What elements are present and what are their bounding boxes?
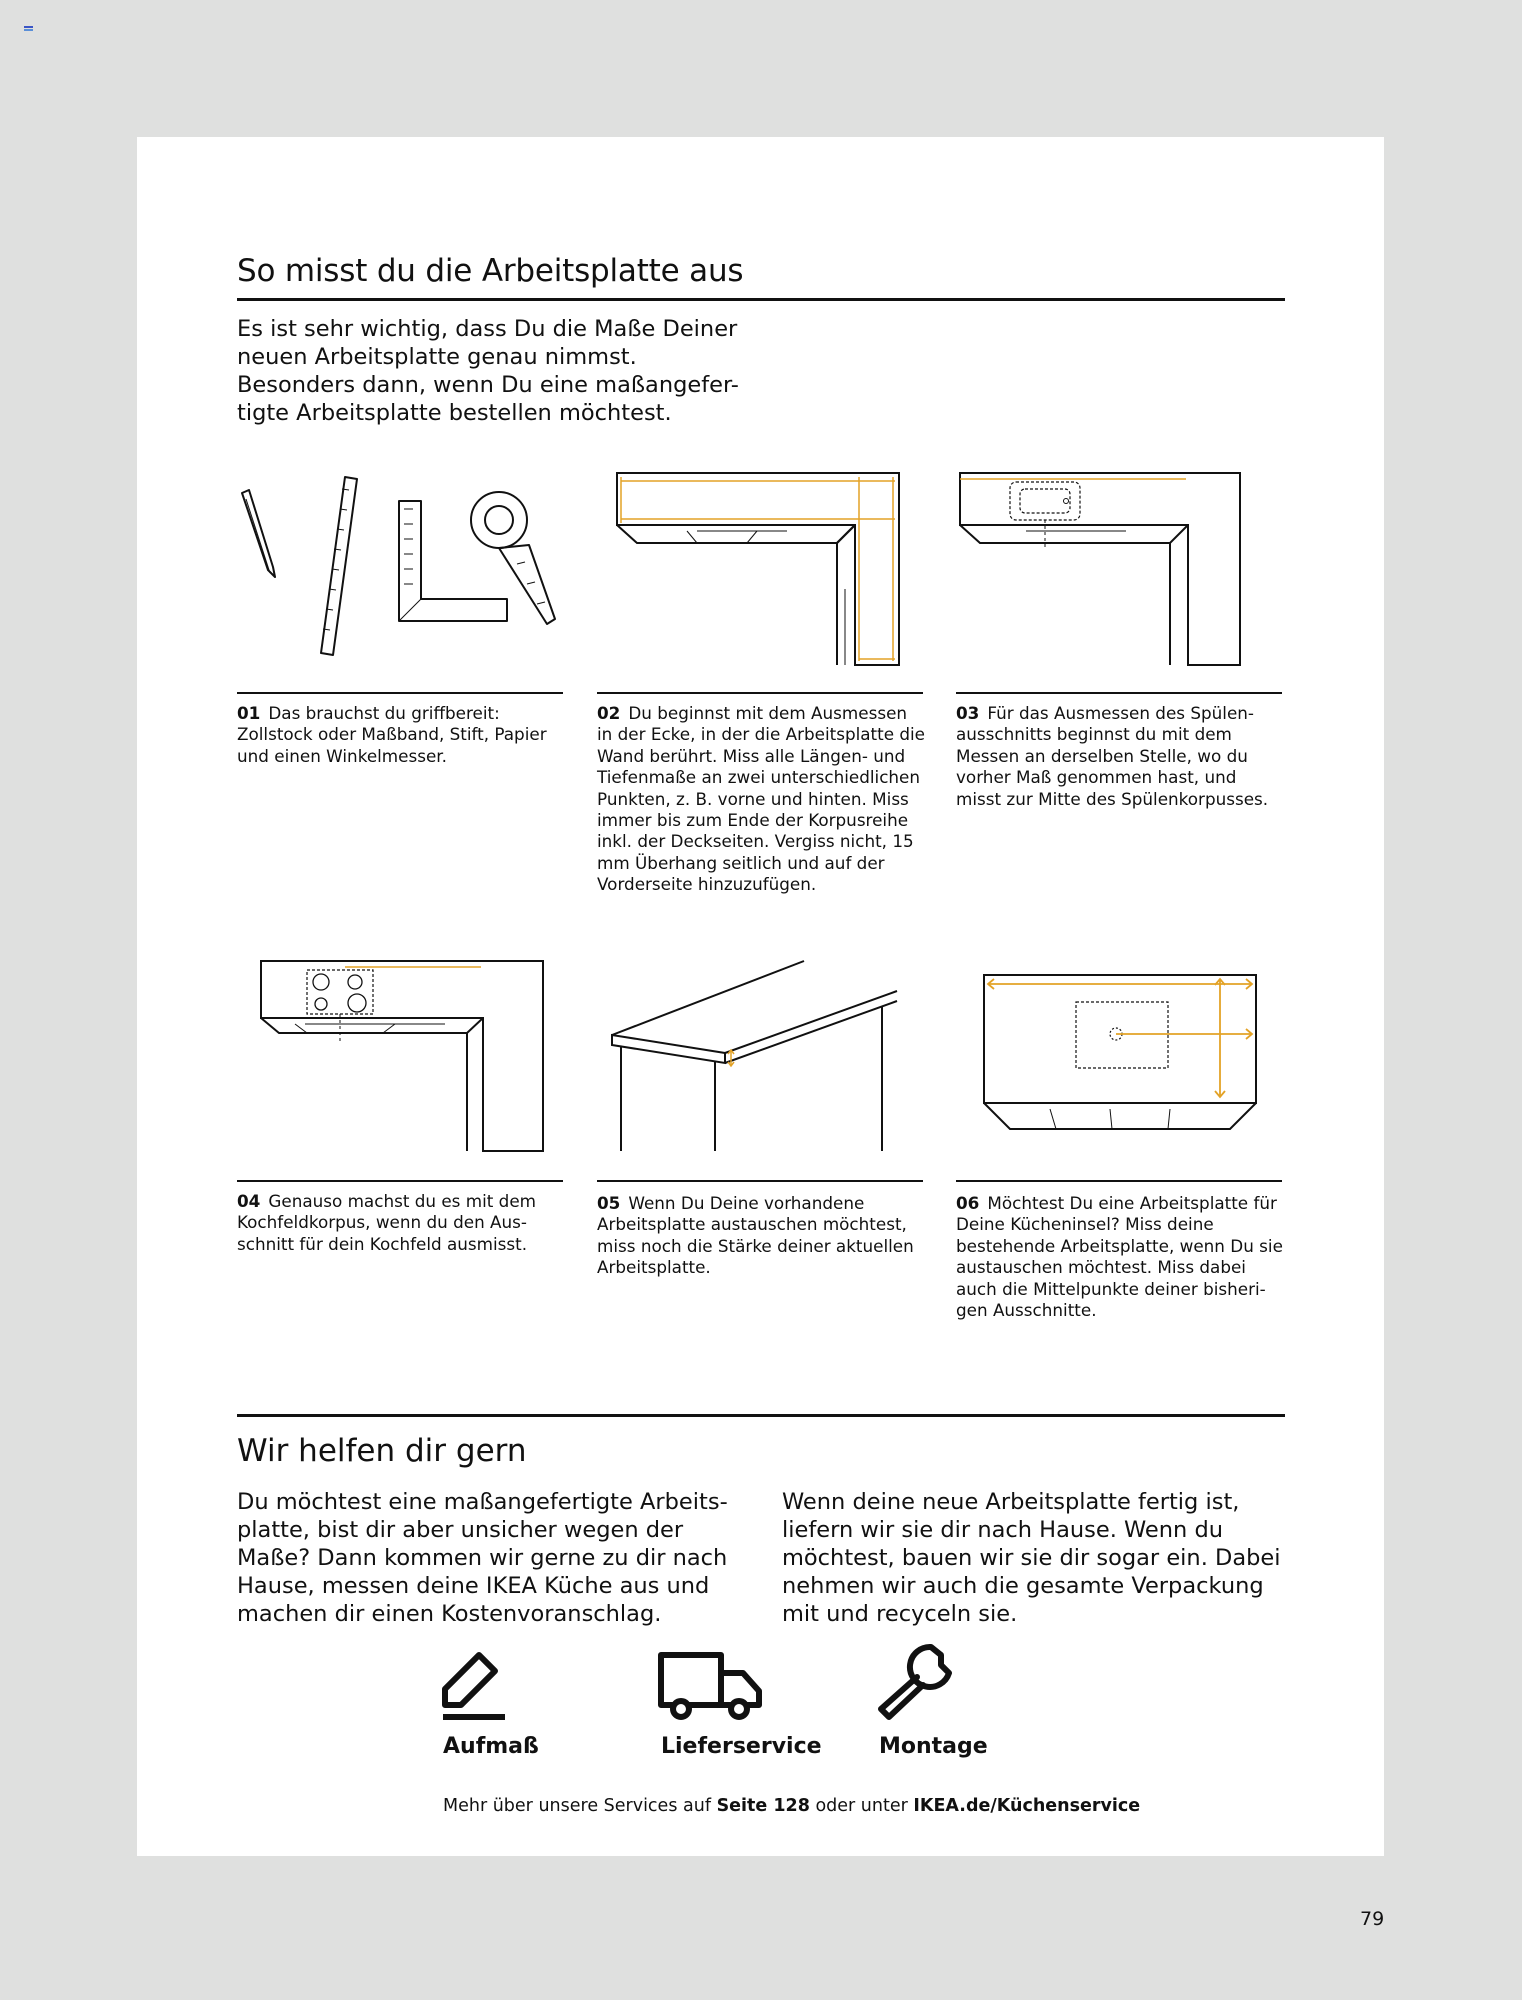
services-note (443, 1796, 1140, 1816)
service-label-assembly: Montage (879, 1734, 988, 1759)
pencil-icon (437, 1643, 547, 1723)
step-03-text (956, 703, 1286, 810)
sink-measure-illustration (956, 469, 1276, 669)
service-label-delivery: Lieferservice (661, 1734, 822, 1759)
step-description: Wenn Du Deine vorhandene Arbeitsplatte austauschen möchtest, miss noch die Stärke deiner aktuellen Arbeitsplatte. (597, 1193, 914, 1278)
step-number: 05 (597, 1193, 621, 1213)
service-label-aufmass: Aufmaß (443, 1734, 539, 1759)
title-rule (237, 298, 1285, 301)
step-06-text (956, 1193, 1286, 1321)
corner-measure-illustration (597, 469, 917, 669)
step-rule (237, 1180, 563, 1182)
island-measure-illustration (980, 951, 1300, 1151)
step-description: Du beginnst mit dem Ausmessen in der Ecke, in der die Arbeitsplatte die Wand berührt. Miss alle Längen- und Tiefenmaße an zwei unterschiedlichen Punkten, z. B. vorne und hinten. Miss immer bis zum Ende der Korpusreihe inkl. der Deckseiten. Vergiss nicht, 15 mm Überhang seitlich und auf der Vorderseite hinzuzufügen. (597, 703, 925, 895)
ikea-kitchen-service-link[interactable]: IKEA.de/Küchenservice (913, 1796, 1141, 1816)
step-01-text (237, 703, 567, 767)
step-description: Das brauchst du griffbereit: Zollstock oder Maßband, Stift, Papier und einen Winkelmesser. (237, 703, 547, 766)
thickness-measure-illustration (607, 951, 927, 1151)
step-number: 03 (956, 703, 980, 723)
step-number: 04 (237, 1191, 261, 1211)
help-text-delivery: Wenn deine neue Arbeitsplatte fertig ist, liefern wir sie dir nach Hause. Wenn du möchtest, bauen wir sie dir sogar ein. Dabei nehmen wir auch die gesamte Verpackung mit und recyceln sie. (782, 1489, 1281, 1627)
step-rule (597, 1180, 923, 1182)
step-description: Genauso machst du es mit dem Kochfeldkorpus, wenn du den Aus- schnitt für dein Kochfeld ausmisst. (237, 1191, 537, 1254)
page-number: 79 (1360, 1908, 1385, 1930)
help-rule (237, 1414, 1285, 1417)
step-number: 06 (956, 1193, 980, 1213)
step-rule (956, 1180, 1282, 1182)
step-description: Möchtest Du eine Arbeitsplatte für Deine Kücheninsel? Miss deine bestehende Arbeitsplatte, wenn Du sie austauschen möchtest. Miss dabei auch die Mittelpunkte deiner bisheri- gen Ausschnitte. (956, 1193, 1283, 1321)
step-number: 01 (237, 703, 261, 723)
step-rule (956, 692, 1282, 694)
corner-mark-icon (24, 26, 33, 33)
step-description: Für das Ausmessen des Spülen- ausschnitts beginnst du mit dem Messen an derselben Stelle, wo du vorher Maß genommen hast, und misst zur Mitte des Spülenkorpusses. (956, 703, 1269, 809)
intro-text: Es ist sehr wichtig, dass Du die Maße Deiner neuen Arbeitsplatte genau nimmst. Besonders dann, wenn Du eine maßangefer- tigte Arbeitsplatte bestellen möchtest. (237, 316, 739, 426)
truck-icon (657, 1647, 767, 1727)
services-note-prefix: Mehr über unsere Services auf (443, 1796, 711, 1816)
step-rule (237, 692, 563, 694)
step-number: 02 (597, 703, 621, 723)
tools-illustration (237, 469, 557, 669)
catalog-sheet (137, 137, 1384, 1856)
wrench-icon (873, 1643, 983, 1723)
step-05-text (597, 1193, 927, 1279)
page-title: So misst du die Arbeitsplatte aus (237, 253, 744, 289)
step-02-text (597, 703, 927, 896)
cooktop-measure-illustration (255, 951, 575, 1151)
step-rule (597, 692, 923, 694)
help-title: Wir helfen dir gern (237, 1433, 527, 1469)
step-04-text (237, 1191, 567, 1255)
help-text-measure: Du möchtest eine maßangefertigte Arbeits- platte, bist dir aber unsicher wegen der Maße? Dann kommen wir gerne zu dir nach Hause, messen deine IKEA Küche aus und machen dir einen Kostenvoranschlag. (237, 1489, 728, 1627)
services-note-middle: oder unter (815, 1796, 908, 1816)
services-page-link[interactable]: Seite 128 (716, 1796, 810, 1816)
